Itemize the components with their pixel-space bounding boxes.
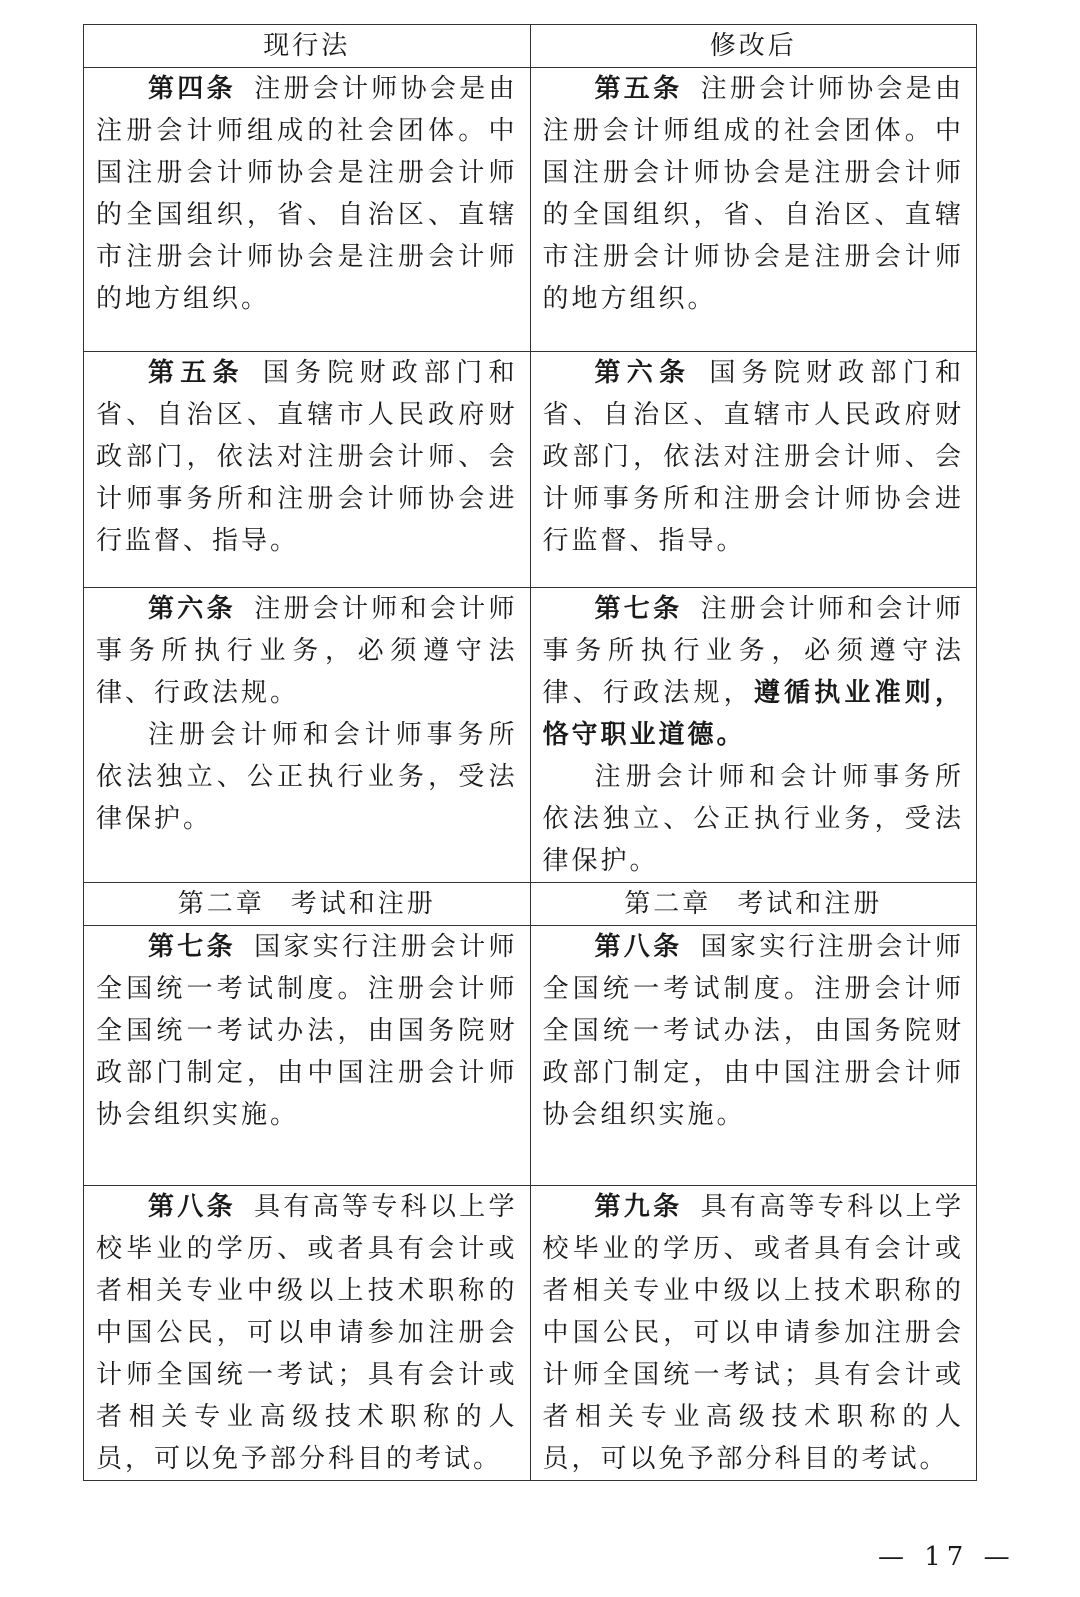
- current-law-cell: [84, 1186, 531, 1481]
- article-number: 第四条: [148, 74, 236, 104]
- amended-cell: [530, 926, 977, 1186]
- article-number: 第五条: [594, 74, 683, 104]
- article-number: 第七条: [148, 932, 236, 962]
- amended-cell: [530, 1186, 977, 1481]
- table-row: [84, 1186, 977, 1481]
- article-text: 具有高等专科以上学校毕业的学历、或者具有会计或者相关专业中级以上技术职称的中国公民，可以申请参加注册会计师全国统一考试；具有会计或者相关专业高级技术职称的人员，可以免予部分科目的考试。: [96, 1192, 518, 1474]
- article-text: 注册会计师和会计师事务所执行业务，必须遵守法律、行政法规，: [542, 594, 964, 708]
- article-text: 注册会计师和会计师事务所依法独立、公正执行业务，受法律保护。: [96, 720, 518, 834]
- table-row: [84, 926, 977, 1186]
- article-number: 第六条: [594, 358, 692, 388]
- article-text: 国务院财政部门和省、自治区、直辖市人民政府财政部门，依法对注册会计师、会计师事务所和注册会计师协会进行监督、指导。: [542, 358, 964, 556]
- article-number: 第八条: [148, 1192, 236, 1222]
- current-law-cell: [84, 68, 531, 352]
- table-row: [84, 588, 977, 883]
- article-text: 注册会计师和会计师事务所依法独立、公正执行业务，受法律保护。: [542, 762, 964, 876]
- amended-cell: [530, 588, 977, 883]
- article-text: 注册会计师协会是由注册会计师组成的社会团体。中国注册会计师协会是注册会计师的全国组织，省、自治区、直辖市注册会计师协会是注册会计师的地方组织。: [542, 74, 964, 314]
- article-text: 国家实行注册会计师全国统一考试制度。注册会计师全国统一考试办法，由国务院财政部门制定，由中国注册会计师协会组织实施。: [542, 932, 964, 1130]
- column-header-current-law: 现行法: [84, 25, 531, 68]
- current-law-cell: [84, 588, 531, 883]
- article-text: 具有高等专科以上学校毕业的学历、或者具有会计或者相关专业中级以上技术职称的中国公民，可以申请参加注册会计师全国统一考试；具有会计或者相关专业高级技术职称的人员，可以免予部分科目的考试。: [542, 1192, 964, 1474]
- column-header-amended: 修改后: [530, 25, 977, 68]
- article-text: 国家实行注册会计师全国统一考试制度。注册会计师全国统一考试办法，由国务院财政部门制定，由中国注册会计师协会组织实施。: [96, 932, 518, 1130]
- amended-cell: [530, 352, 977, 588]
- amended-cell: [530, 68, 977, 352]
- chapter-heading-right: 第二章 考试和注册: [530, 883, 977, 926]
- article-text: 注册会计师和会计师事务所执行业务，必须遵守法律、行政法规。: [96, 594, 518, 708]
- article-number: 第九条: [594, 1192, 683, 1222]
- current-law-cell: [84, 926, 531, 1186]
- table-row: [84, 68, 977, 352]
- article-text: 注册会计师协会是由注册会计师组成的社会团体。中国注册会计师协会是注册会计师的全国组织，省、自治区、直辖市注册会计师协会是注册会计师的地方组织。: [96, 74, 518, 314]
- article-text: 国务院财政部门和省、自治区、直辖市人民政府财政部门，依法对注册会计师、会计师事务所和注册会计师协会进行监督、指导。: [96, 358, 518, 556]
- amended-added-text: 遵循执业准则，恪守职业道德。: [542, 678, 964, 750]
- page-number: — 17 —: [878, 1542, 1016, 1572]
- article-number: 第八条: [594, 932, 683, 962]
- chapter-heading-left: 第二章 考试和注册: [84, 883, 531, 926]
- law-comparison-table: [83, 24, 977, 1481]
- article-number: 第七条: [594, 594, 683, 624]
- header-row: [84, 25, 977, 68]
- chapter-row: [84, 883, 977, 926]
- article-number: 第五条: [148, 358, 245, 388]
- current-law-cell: [84, 352, 531, 588]
- table-row: [84, 352, 977, 588]
- article-number: 第六条: [148, 594, 236, 624]
